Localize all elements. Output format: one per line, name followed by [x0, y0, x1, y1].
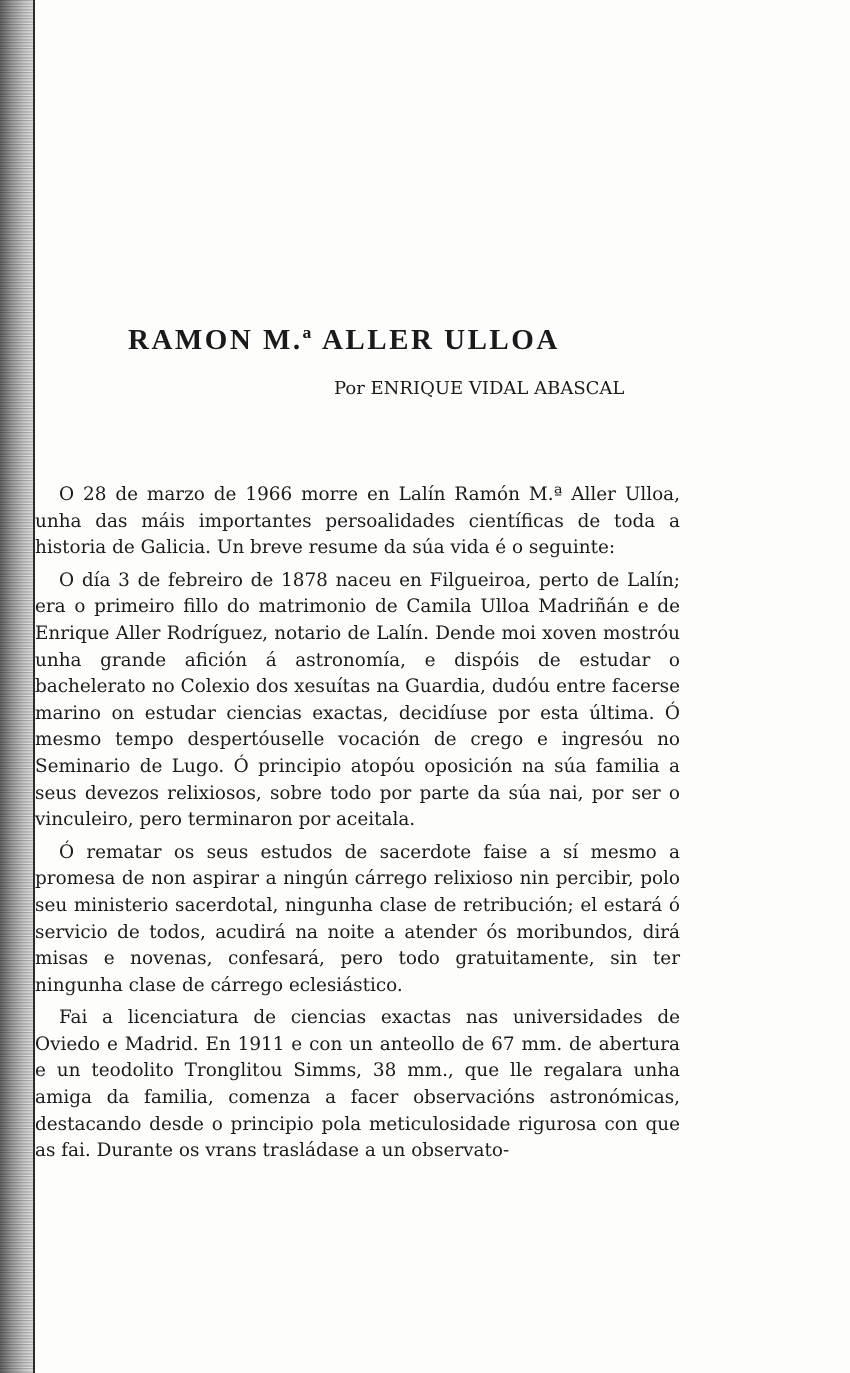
article-body: [35, 482, 680, 1171]
article-byline: Por ENRIQUE VIDAL ABASCAL: [334, 378, 625, 399]
article-title: RAMON M.ª ALLER ULLOA: [128, 324, 560, 357]
paragraph-2: O día 3 de febreiro de 1878 naceu en Filgueiroa, perto de Lalín; era o primeiro fillo do matrimonio de Camila Ulloa Madriñán e de Enrique Aller Rodríguez, notario de Lalín. Dende moi xoven mostróu unha grande afición á astronomía, e dispóis de estudar o bachelerato no Colexio dos xesuítas na Guardia, dudóu entre facerse marino on estudar ciencias exactas, decidíuse por esta última. Ó mesmo tempo despertóuselle vocación de crego e ingresóu no Seminario de Lugo. Ó principio atopóu oposición na súa familia a seus devezos relixiosos, sobre todo por parte da súa nai, por ser o vinculeiro, pero terminaron por aceitala.: [35, 569, 680, 831]
paragraph-1: O 28 de marzo de 1966 morre en Lalín Ramón M.ª Aller Ulloa, unha das máis importantes persoalidades científicas de toda a historia de Galicia. Un breve resume da súa vida é o seguinte:: [35, 484, 680, 559]
paragraph-4: Fai a licenciatura de ciencias exactas nas universidades de Oviedo e Madrid. En 1911 e con un anteollo de 67 mm. de abertura e un teodolito Tronglitou Simms, 38 mm., que lle regalara unha amiga da familia, comenza a facer observacións astronómicas, destacando desde o principio pola meticulosidade rigurosa con que as fai. Durante os vrans trasládase a un observato-: [35, 1007, 680, 1162]
book-binding-edge: [0, 0, 34, 1373]
paragraph-3: Ó rematar os seus estudos de sacerdote faise a sí mesmo a promesa de non aspirar a ningún cárrego relixioso nin percibir, polo seu ministerio sacerdotal, ningunha clase de retribución; el estará ó servicio de todos, acudirá na noite a atender ós moribundos, dirá misas e novenas, confesará, pero todo gratuitamente, sin ter ningunha clase de cárrego eclesiástico.: [35, 841, 680, 996]
